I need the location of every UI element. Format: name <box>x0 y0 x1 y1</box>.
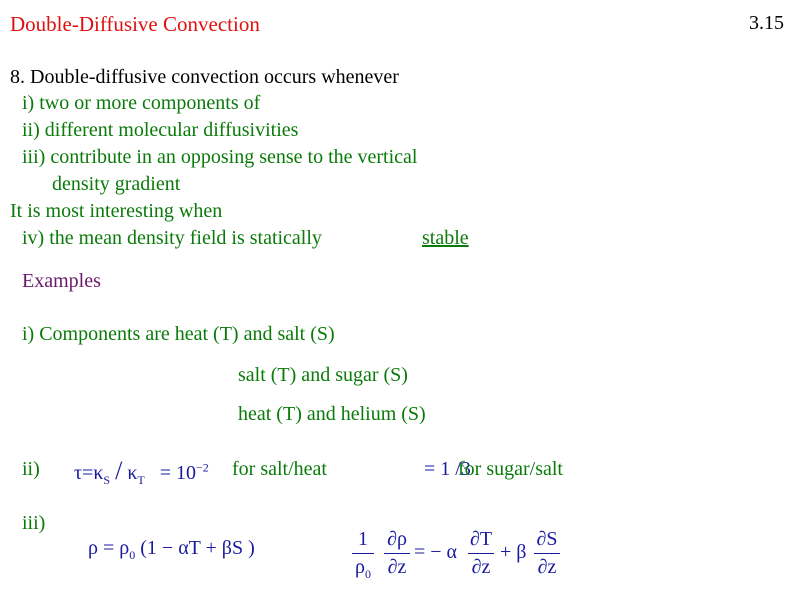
fraction-dS-dz <box>534 528 560 579</box>
fraction-bar <box>352 553 374 554</box>
tau-kappa: τ=κ <box>74 462 104 484</box>
fraction-bar <box>468 553 494 554</box>
rho-sub: 0 <box>129 548 136 562</box>
intro-line: 8. Double-diffusive convection occurs whenever <box>10 66 399 88</box>
for-salt-heat: for salt/heat <box>232 458 327 480</box>
fraction-one-over-rho0 <box>352 528 374 582</box>
for-sugar-salt: for sugar/salt <box>458 458 563 480</box>
rho-equals: ρ = ρ <box>88 537 130 559</box>
list-item: iv) the mean density field is statically <box>22 227 322 249</box>
density-equation <box>88 537 255 563</box>
stable-word: stable <box>422 227 469 249</box>
numerator: ∂ρ <box>387 528 407 550</box>
sub-t: T <box>137 473 145 487</box>
rho-rest: (1 − αT + βS ) <box>140 537 255 559</box>
denominator: $\rho_0$ <box>355 556 371 581</box>
slash: / <box>115 456 123 485</box>
fraction-dT-dz <box>468 528 494 579</box>
denominator: ∂z <box>537 556 557 578</box>
example-i-line: heat (T) and helium (S) <box>238 403 426 425</box>
list-item: i) two or more components of <box>22 92 261 114</box>
numerator: ∂T <box>469 528 493 550</box>
minus-alpha: = − α <box>414 541 458 563</box>
sub-s: S <box>103 473 111 487</box>
numerator: 1 <box>358 528 368 550</box>
examples-heading: Examples <box>22 270 101 292</box>
tau-equation <box>74 456 209 488</box>
fraction-bar <box>534 553 560 554</box>
slide-title: Double-Diffusive Convection <box>10 12 260 36</box>
list-item: ii) different molecular diffusivities <box>22 119 299 141</box>
example-iii-label: iii) <box>22 512 46 534</box>
example-i-line: salt (T) and sugar (S) <box>238 364 408 386</box>
interesting-line: It is most interesting when <box>10 200 223 222</box>
example-i-line: i) Components are heat (T) and salt (S) <box>22 323 335 345</box>
denominator: ∂z <box>387 556 407 578</box>
fraction-bar <box>384 553 410 554</box>
list-item-continuation: density gradient <box>52 173 181 195</box>
example-ii-label: ii) <box>22 458 40 480</box>
equals-ten: = 10 <box>159 462 197 484</box>
equals-one-third: = 1 /3 <box>424 458 471 480</box>
numerator: ∂S <box>536 528 558 550</box>
exponent: −2 <box>196 460 209 475</box>
kappa: κ <box>127 462 138 484</box>
plus-beta: + β <box>500 541 527 563</box>
fraction-drho-dz <box>384 528 410 579</box>
list-item: iii) contribute in an opposing sense to the vertical <box>22 146 418 168</box>
denominator: ∂z <box>471 556 491 578</box>
page-number: 3.15 <box>749 12 784 34</box>
